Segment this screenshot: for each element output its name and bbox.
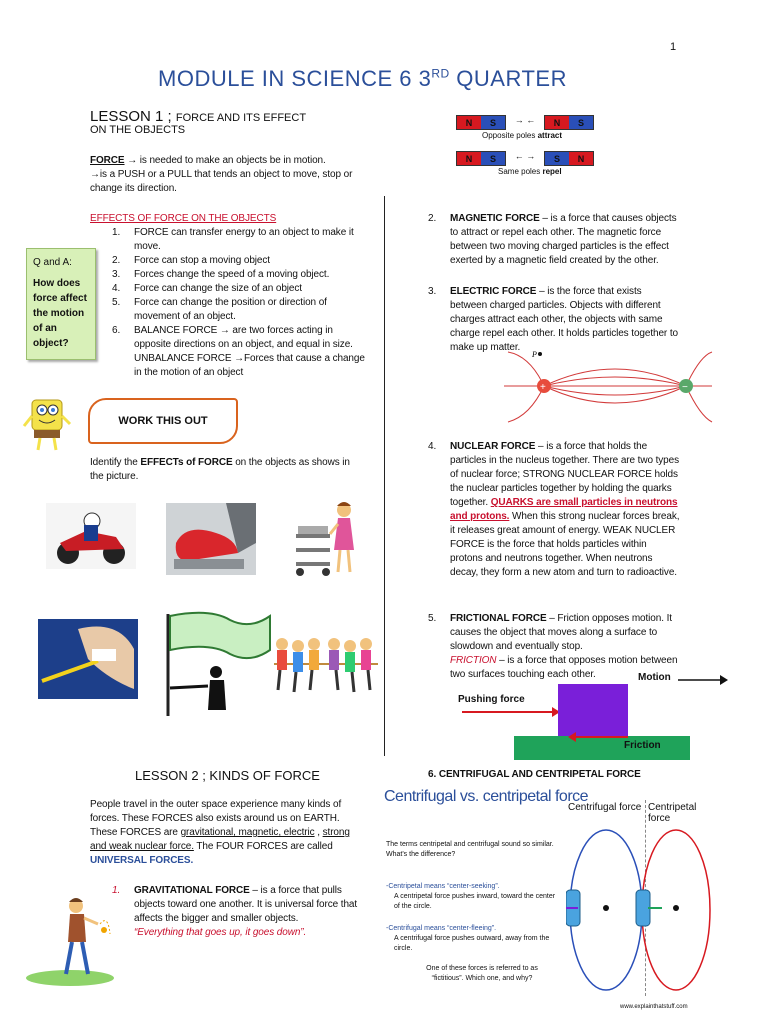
work-this-out-banner: WORK THIS OUT: [88, 398, 238, 444]
woman-pushing-cart-image: [288, 498, 360, 578]
electric-force-item: 3. ELECTRIC FORCE – is the force that exists between charged particles. Objects with different charges attract each other, the objects with same charge repel each other. It holds particles together to make up matter.: [428, 286, 678, 353]
centrifugal-heading: 6. CENTRIFUGAL AND CENTRIPETAL FORCE: [428, 769, 641, 780]
frictional-force-item: 5. FRICTIONAL FORCE – Friction opposes motion. It causes the object that moves along a surface to slowdown and eventually stop. FRICTION – is a force that opposes motion between two surfaces touching each other.: [428, 613, 678, 680]
column-divider: [384, 196, 385, 756]
svg-text:+: +: [540, 382, 546, 393]
effects-heading: EFFECTS OF FORCE ON THE OBJECTS: [90, 213, 277, 224]
lesson1-subheading: ON THE OBJECTS: [90, 124, 186, 136]
hand-toothbrush-image: [38, 619, 138, 699]
centrifugal-infographic: Centrifugal vs. centripetal force Centrifugal force Centripetal force The terms centripetal and centrifugal sound so similar. What's the difference? -Centripetal means “center-seeking”. A centripetal force pushes inward, toward the center of the circle. -Centrifugal means “center-fleeing”. A centrifugal force pushes outward, away from the circle. One of these forces is referred to as “fictitious”. Which one, and why? www.explainthatstuff.com: [382, 786, 712, 1018]
electric-field-diagram: [500, 348, 714, 428]
boy-throwing-ball-image: [24, 894, 116, 986]
lesson1-heading: LESSON 1 ; FORCE AND ITS EFFECT: [90, 108, 307, 125]
friction-diagram: Motion Pushing force Friction: [456, 670, 728, 762]
lesson2-intro: People travel in the outer space experience many kinds of forces. These FORCES also exists around us on EARTH. These FORCES are gravitational, magnetic, electric , strong and weak nuclear force. The FOUR FORCES are called UNIVERSAL FORCES.: [90, 799, 350, 866]
sponge-character-image: [22, 396, 72, 452]
lesson2-heading: LESSON 2 ; KINDS OF FORCE: [135, 768, 320, 783]
magnet-poles-diagram: N S → ← N S Opposite poles attract N S ← → S N Same poles repel: [452, 115, 642, 175]
tug-of-war-image: [272, 630, 380, 710]
magnetic-force-item: 2. MAGNETIC FORCE – is a force that causes objects to attract or repel each other. The magnetic force between two moving charged particles is the effect exerted by a magnetic field created by the other.: [428, 213, 677, 266]
nuclear-force-item: 4. NUCLEAR FORCE – is a force that holds the particles in the nucleus together. There are two types of nuclear force; STRONG NUCLEAR FORCE holds the nuclear particles together by holding the quarks together. QUARKS are small particles in neutrons and protons. When this strong nuclear forces break, it releases great amount of energy. WEAK NUCLER FORCE is the force that holds particles within protons and neutrons together. When neutrons decay, they form a new atom and turn to radioactive.: [428, 441, 680, 578]
foot-on-pedal-image: [166, 503, 256, 575]
identify-instruction: Identify the EFFECTs of FORCE on the objects as shows in the picture.: [90, 457, 350, 482]
motorcycle-image: [46, 503, 136, 569]
force-definition: FORCE → is needed to make an objects be in motion. →is a PUSH or a PULL that tends an object to move, stop or change its direction.: [90, 155, 353, 194]
flag-pole-image: [150, 610, 274, 720]
page-number: 1: [670, 41, 677, 53]
gravitational-force-item: 1. GRAVITATIONAL FORCE – is a force that pulls objects toward one another. It is universal force that affects the bigger and smaller objects. “Everything that goes up, it goes down”.: [112, 885, 358, 938]
svg-text:P: P: [532, 350, 537, 359]
effects-list: 1. FORCE can transfer energy to an object to make it move. 2. Force can stop a moving object 3. Forces change the speed of a moving object. 4. Force can change the size of an object 5. Force can change the position or direction of movement of an object. 6. BALANCE FORCE → are two forces acting in opposite directions on an object, and equal in size. UNBALANCE FORCE →Forces that cause a change in the motion of an object: [112, 227, 365, 378]
svg-text:−: −: [682, 382, 688, 393]
page-title: MODULE IN SCIENCE 6 3RD QUARTER: [158, 66, 567, 91]
qa-box: Q and A: How does force affect the motion of an object?: [26, 248, 96, 360]
